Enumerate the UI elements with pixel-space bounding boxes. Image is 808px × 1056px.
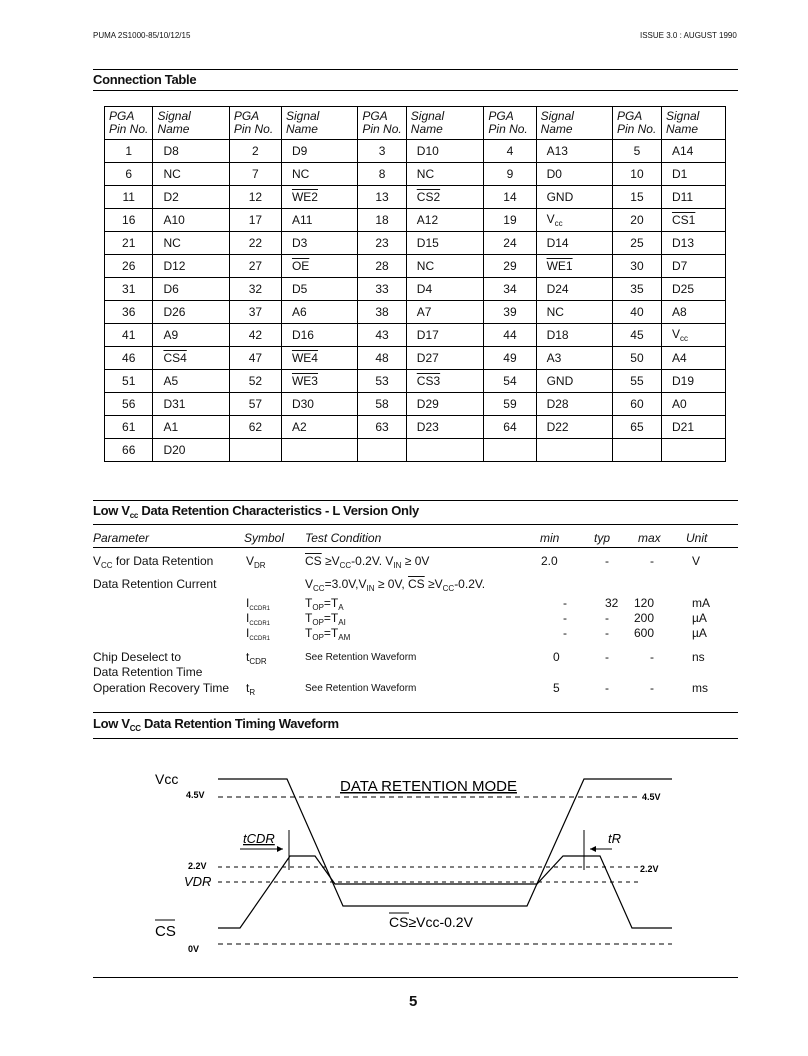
current-unit: µA: [692, 626, 707, 640]
pin-cell: 64: [484, 416, 536, 439]
col-min: min: [540, 531, 560, 545]
pin-cell: 11: [105, 186, 153, 209]
signal-cell: D28: [536, 393, 612, 416]
pin-cell: 30: [612, 255, 661, 278]
signal-cell: CS4: [153, 347, 229, 370]
signal-cell: A8: [661, 301, 725, 324]
signal-cell: A13: [536, 140, 612, 163]
r3-symbol: $t_{CDR}$: [246, 650, 267, 666]
pin-cell: 18: [358, 209, 406, 232]
current-symbol: $I_{CCDR1}$: [246, 611, 271, 627]
signal-cell: D11: [661, 186, 725, 209]
pin-cell: 66: [105, 439, 153, 462]
pin-cell: 62: [229, 416, 281, 439]
pin-cell: 40: [612, 301, 661, 324]
vcc-label: Vcc: [155, 771, 179, 787]
signal-cell: CS1: [661, 209, 725, 232]
pin-cell: 57: [229, 393, 281, 416]
pin-cell: 65: [612, 416, 661, 439]
col-symbol: Symbol: [244, 531, 285, 545]
tcdr-arrow-icon: [277, 846, 283, 852]
pin-cell: 55: [612, 370, 661, 393]
signal-cell: A5: [153, 370, 229, 393]
rule-wave-top: [93, 712, 738, 713]
header-signal-name: Signal Name: [281, 107, 357, 140]
signal-cell: CS3: [406, 370, 484, 393]
signal-cell: D0: [536, 163, 612, 186]
pin-cell: 26: [105, 255, 153, 278]
r4-typ: -: [605, 681, 609, 695]
r1-parameter: $V_{CC}$ for Data Retention: [93, 554, 214, 570]
r3-min: 0: [553, 650, 560, 664]
rule-footer: [93, 977, 738, 978]
signal-cell: D24: [536, 278, 612, 301]
pin-cell: 24: [484, 232, 536, 255]
signal-cell: WE4: [281, 347, 357, 370]
pin-cell: 49: [484, 347, 536, 370]
signal-cell: D9: [281, 140, 357, 163]
tcdr-label: tCDR: [243, 831, 275, 846]
signal-cell: D20: [153, 439, 229, 462]
signal-cell: D15: [406, 232, 484, 255]
signal-cell: D29: [406, 393, 484, 416]
current-condition: $T_{OP}=T_{AM}$: [305, 626, 351, 642]
r1-typ: -: [605, 554, 609, 568]
signal-cell: GND: [536, 186, 612, 209]
signal-cell: A12: [406, 209, 484, 232]
r3-condition: See Retention Waveform: [305, 652, 417, 663]
cs-cond-label: CS≥Vcc-0.2V: [389, 914, 473, 930]
signal-cell: A10: [153, 209, 229, 232]
table-row: [105, 232, 726, 255]
signal-cell: [406, 439, 484, 462]
header-signal-name: Signal Name: [406, 107, 484, 140]
pin-cell: 56: [105, 393, 153, 416]
pin-cell: 16: [105, 209, 153, 232]
current-max: 120: [634, 596, 655, 610]
signal-cell: D6: [153, 278, 229, 301]
ov-label: 0V: [188, 944, 200, 954]
vdr-label: VDR: [184, 874, 212, 889]
page-number: 5: [409, 993, 418, 1010]
table-row: [105, 439, 726, 462]
col-typ: typ: [594, 531, 611, 545]
pin-cell: 22: [229, 232, 281, 255]
signal-cell: [281, 439, 357, 462]
pin-cell: 38: [358, 301, 406, 324]
header-left: PUMA 2S1000-85/10/12/15: [93, 31, 191, 40]
rule-wave-head: [93, 738, 738, 739]
table-row: [105, 301, 726, 324]
pin-cell: 42: [229, 324, 281, 347]
mode-label: DATA RETENTION MODE: [340, 778, 517, 795]
pin-cell: 12: [229, 186, 281, 209]
signal-cell: D7: [661, 255, 725, 278]
pin-cell: 5: [612, 140, 661, 163]
signal-cell: CS2: [406, 186, 484, 209]
signal-cell: D14: [536, 232, 612, 255]
pin-cell: 39: [484, 301, 536, 324]
signal-cell: D10: [406, 140, 484, 163]
connection-table-body: [105, 140, 726, 462]
pin-cell: 59: [484, 393, 536, 416]
table-row: [105, 393, 726, 416]
r1-unit: V: [692, 554, 701, 568]
signal-cell: $V_{cc}$: [661, 324, 725, 347]
header-pga-pin: PGA Pin No.: [229, 107, 281, 140]
pin-cell: 60: [612, 393, 661, 416]
pin-cell: [229, 439, 281, 462]
header-signal-name: Signal Name: [153, 107, 229, 140]
pin-cell: 48: [358, 347, 406, 370]
signal-cell: NC: [536, 301, 612, 324]
table-row: [105, 163, 726, 186]
r4-max: -: [650, 681, 654, 695]
signal-cell: NC: [406, 163, 484, 186]
r4-condition: See Retention Waveform: [305, 683, 417, 694]
pin-cell: 37: [229, 301, 281, 324]
waveform-title: Low $V_{CC}$ Data Retention Timing Waveform: [93, 716, 339, 733]
header-pga-pin: PGA Pin No.: [484, 107, 536, 140]
signal-cell: $\overline{OE}$: [281, 255, 357, 278]
pin-cell: 44: [484, 324, 536, 347]
signal-cell: A4: [661, 347, 725, 370]
tr-arrow-icon: [590, 846, 596, 852]
signal-cell: WE2: [281, 186, 357, 209]
signal-cell: A2: [281, 416, 357, 439]
table-row: [105, 370, 726, 393]
cs-label: CS: [155, 923, 176, 940]
table-row: [105, 278, 726, 301]
pin-cell: 31: [105, 278, 153, 301]
pin-cell: 20: [612, 209, 661, 232]
signal-cell: NC: [153, 232, 229, 255]
current-min: -: [563, 596, 567, 610]
r4-min: 5: [553, 681, 560, 695]
pin-cell: 2: [229, 140, 281, 163]
signal-cell: A14: [661, 140, 725, 163]
pin-cell: 34: [484, 278, 536, 301]
pin-cell: 58: [358, 393, 406, 416]
table-row: [105, 140, 726, 163]
pin-cell: 10: [612, 163, 661, 186]
signal-cell: NC: [406, 255, 484, 278]
pin-cell: 63: [358, 416, 406, 439]
signal-cell: D19: [661, 370, 725, 393]
current-condition: $T_{OP}=T_{AI}$: [305, 611, 346, 627]
pin-cell: 45: [612, 324, 661, 347]
signal-cell: GND: [536, 370, 612, 393]
pin-cell: 1: [105, 140, 153, 163]
signal-cell: D13: [661, 232, 725, 255]
pin-cell: 51: [105, 370, 153, 393]
pin-cell: 32: [229, 278, 281, 301]
signal-cell: D31: [153, 393, 229, 416]
signal-cell: D5: [281, 278, 357, 301]
pin-cell: 9: [484, 163, 536, 186]
pin-cell: 3: [358, 140, 406, 163]
col-max: max: [638, 531, 661, 545]
signal-cell: D23: [406, 416, 484, 439]
r4-parameter: Operation Recovery Time: [93, 681, 230, 695]
signal-cell: D27: [406, 347, 484, 370]
pin-cell: 53: [358, 370, 406, 393]
v22-left-label: 2.2V: [188, 861, 207, 871]
table-row: [105, 209, 726, 232]
r3-parameter-line2: Data Retention Time: [93, 665, 203, 679]
current-unit: mA: [692, 596, 710, 610]
col-unit: Unit: [686, 531, 708, 545]
signal-cell: D8: [153, 140, 229, 163]
connection-table-header: [105, 107, 726, 140]
r1-symbol: $V_{DR}$: [246, 554, 266, 570]
pin-cell: [612, 439, 661, 462]
r4-unit: ms: [692, 681, 708, 695]
signal-cell: $V_{cc}$: [536, 209, 612, 232]
r3-parameter-line1: Chip Deselect to: [93, 650, 182, 664]
rule-top: [93, 69, 738, 70]
current-typ: -: [605, 611, 609, 625]
connection-table: [104, 106, 726, 462]
signal-cell: [661, 439, 725, 462]
r3-unit: ns: [692, 650, 705, 664]
vcc-waveform: [218, 779, 672, 906]
signal-cell: D21: [661, 416, 725, 439]
r1-condition: $\overline{CS} \ge V_{CC}-0.2V$. $V_{IN} \ge 0V$: [305, 554, 430, 570]
r2-condition: $V_{CC}=3.0V,V_{IN} \ge 0V$, $\overline{CS} \ge V_{CC}-0.2V$.: [305, 577, 486, 593]
signal-cell: NC: [281, 163, 357, 186]
pin-cell: 4: [484, 140, 536, 163]
pin-cell: 29: [484, 255, 536, 278]
pin-cell: 43: [358, 324, 406, 347]
signal-cell: D1: [661, 163, 725, 186]
pin-cell: 17: [229, 209, 281, 232]
v45-right-label: 4.5V: [642, 792, 661, 802]
header-right: ISSUE 3.0 : AUGUST 1990: [640, 31, 737, 40]
v45-left-label: 4.5V: [186, 790, 205, 800]
signal-cell: D3: [281, 232, 357, 255]
current-min: -: [563, 611, 567, 625]
current-symbol: $I_{CCDR1}$: [246, 596, 271, 612]
header-pga-pin: PGA Pin No.: [105, 107, 153, 140]
signal-cell: WE1: [536, 255, 612, 278]
signal-cell: D4: [406, 278, 484, 301]
pin-cell: 27: [229, 255, 281, 278]
pin-cell: 7: [229, 163, 281, 186]
signal-cell: [536, 439, 612, 462]
header-pga-pin: PGA Pin No.: [358, 107, 406, 140]
pin-cell: 6: [105, 163, 153, 186]
r2-parameter: Data Retention Current: [93, 577, 217, 591]
signal-cell: WE3: [281, 370, 357, 393]
pin-cell: 36: [105, 301, 153, 324]
rule-ret-top: [93, 500, 738, 501]
connection-table-title: Connection Table: [93, 72, 197, 87]
pin-cell: 54: [484, 370, 536, 393]
current-max: 600: [634, 626, 655, 640]
signal-cell: D2: [153, 186, 229, 209]
pin-cell: 13: [358, 186, 406, 209]
header-signal-name: Signal Name: [536, 107, 612, 140]
pin-cell: 46: [105, 347, 153, 370]
signal-cell: D16: [281, 324, 357, 347]
pin-cell: 21: [105, 232, 153, 255]
rule-ret-cols: [93, 547, 738, 548]
signal-cell: D18: [536, 324, 612, 347]
table-row: [105, 416, 726, 439]
signal-cell: D12: [153, 255, 229, 278]
signal-cell: A9: [153, 324, 229, 347]
v22-right-label: 2.2V: [640, 864, 659, 874]
r1-min: 2.0: [541, 554, 558, 568]
current-typ: 32: [605, 596, 619, 610]
table-row: [105, 347, 726, 370]
signal-cell: D17: [406, 324, 484, 347]
signal-cell: A1: [153, 416, 229, 439]
rule-conn: [93, 90, 738, 91]
signal-cell: A0: [661, 393, 725, 416]
r3-typ: -: [605, 650, 609, 664]
pin-cell: 35: [612, 278, 661, 301]
signal-cell: D26: [153, 301, 229, 324]
signal-cell: A3: [536, 347, 612, 370]
col-parameter: Parameter: [93, 531, 150, 545]
signal-cell: A11: [281, 209, 357, 232]
pin-cell: 61: [105, 416, 153, 439]
current-symbol: $I_{CCDR1}$: [246, 626, 271, 642]
col-test-condition: Test Condition: [305, 531, 382, 545]
pin-cell: 52: [229, 370, 281, 393]
tr-label: tR: [608, 831, 621, 846]
pin-cell: 15: [612, 186, 661, 209]
current-unit: µA: [692, 611, 707, 625]
signal-cell: D30: [281, 393, 357, 416]
header-pga-pin: PGA Pin No.: [612, 107, 661, 140]
current-min: -: [563, 626, 567, 640]
rule-ret-head: [93, 524, 738, 525]
current-condition: $T_{OP}=T_A$: [305, 596, 344, 612]
table-row: [105, 186, 726, 209]
pin-cell: 47: [229, 347, 281, 370]
pin-cell: 28: [358, 255, 406, 278]
pin-cell: [484, 439, 536, 462]
retention-waveform: [0, 740, 808, 970]
current-typ: -: [605, 626, 609, 640]
table-row: [105, 255, 726, 278]
pin-cell: [358, 439, 406, 462]
signal-cell: D22: [536, 416, 612, 439]
r1-max: -: [650, 554, 654, 568]
r4-symbol: $t_R$: [246, 681, 256, 697]
pin-cell: 50: [612, 347, 661, 370]
pin-cell: 33: [358, 278, 406, 301]
retention-title: Low $V_{cc}$ Data Retention Characteristics - L Version Only: [93, 503, 419, 520]
pin-cell: 19: [484, 209, 536, 232]
pin-cell: 14: [484, 186, 536, 209]
pin-cell: 25: [612, 232, 661, 255]
signal-cell: A6: [281, 301, 357, 324]
table-row: [105, 324, 726, 347]
current-max: 200: [634, 611, 655, 625]
signal-cell: A7: [406, 301, 484, 324]
pin-cell: 23: [358, 232, 406, 255]
pin-cell: 8: [358, 163, 406, 186]
signal-cell: D25: [661, 278, 725, 301]
pin-cell: 41: [105, 324, 153, 347]
signal-cell: NC: [153, 163, 229, 186]
header-signal-name: Signal Name: [661, 107, 725, 140]
r3-max: -: [650, 650, 654, 664]
